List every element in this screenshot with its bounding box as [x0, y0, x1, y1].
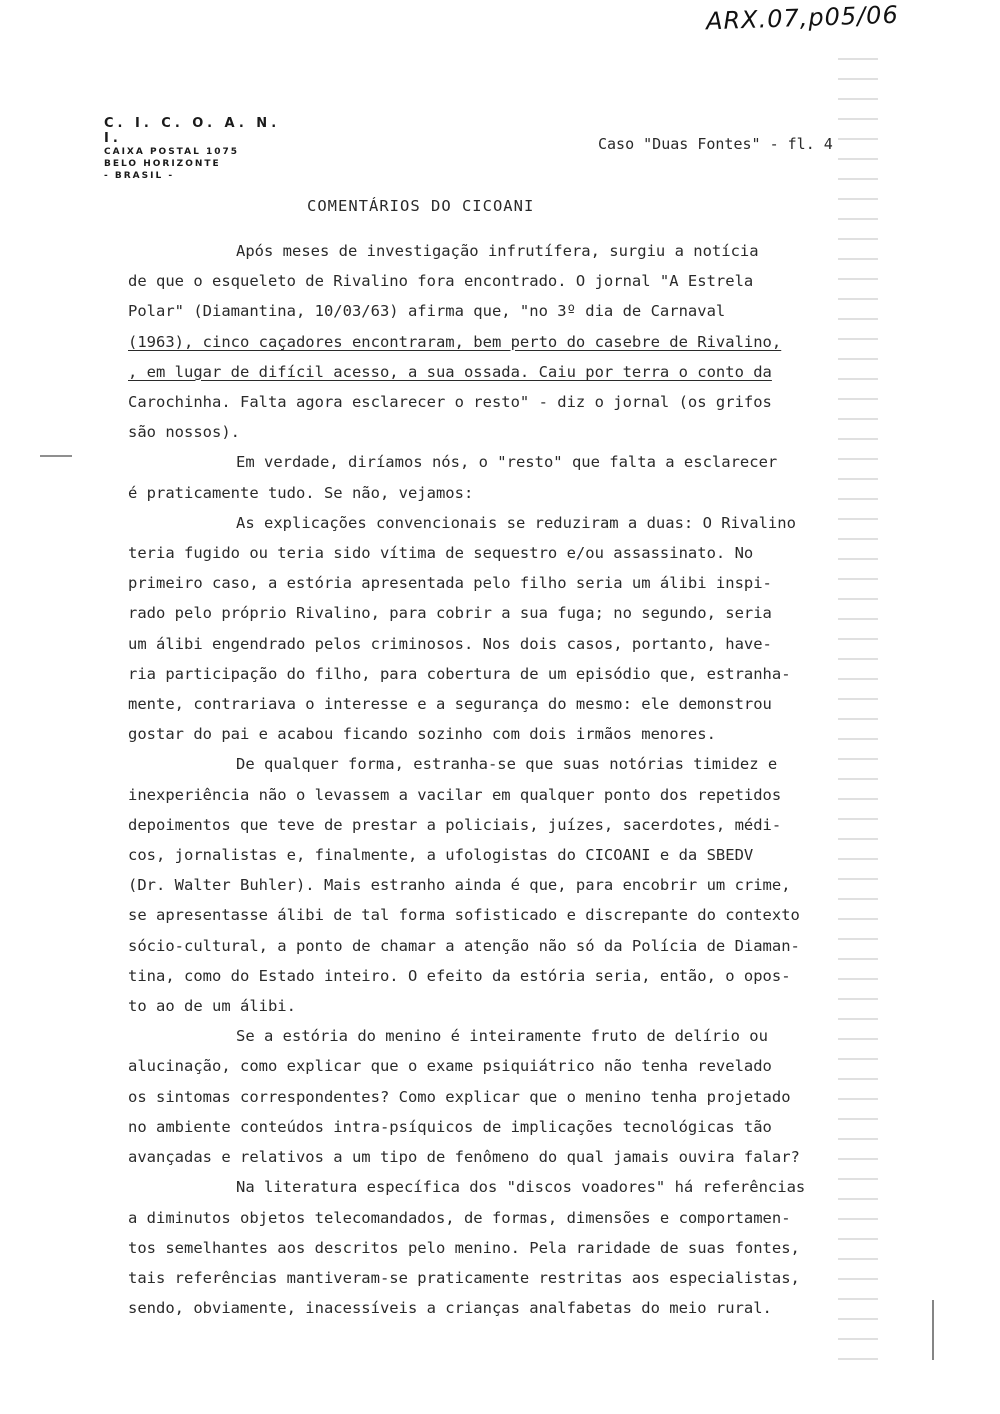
text-line: um álibi engendrado pelos criminosos. Nos dois casos, portanto, have- — [128, 634, 772, 653]
text-line: no ambiente conteúdos intra-psíquicos de implicações tecnológicas tão — [128, 1117, 772, 1136]
text-line: tais referências mantiveram-se praticamente restritas aos especialistas, — [128, 1268, 800, 1287]
organization-address-line-1: CAIXA POSTAL 1075 — [104, 147, 240, 157]
scan-margin-noise — [838, 40, 878, 1360]
text-line: Polar" (Diamantina, 10/03/63) afirma que, "no 3º dia de Carnaval — [128, 302, 726, 321]
organization-address-line-3: - BRASIL - — [104, 171, 175, 181]
case-reference: Caso "Duas Fontes" - fl. 4 — [598, 135, 833, 153]
paragraph-4 — [128, 749, 888, 1021]
text-line: ria participação do filho, para cobertura de um episódio que, estranha- — [128, 664, 791, 683]
text-line: Após meses de investigação infrutífera, surgiu a notícia — [236, 242, 759, 260]
text-line: sendo, obviamente, inacessíveis a crianças analfabetas do meio rural. — [128, 1299, 772, 1318]
paragraph-5 — [128, 1021, 888, 1172]
text-line: sócio-cultural, a ponto de chamar a atenção não só da Polícia de Diaman- — [128, 936, 800, 955]
text-line: se apresentasse álibi de tal forma sofisticado e discrepante do contexto — [128, 906, 800, 925]
paragraph-3 — [128, 508, 888, 750]
text-line: de que o esqueleto de Rivalino fora encontrado. O jornal "A Estrela — [128, 272, 754, 291]
text-line-underlined: , em lugar de difícil acesso, a sua ossada. Caiu por terra o conto da — [128, 362, 772, 381]
text-line: Carochinha. Falta agora esclarecer o resto" - diz o jornal (os grifos — [128, 393, 772, 412]
text-line: De qualquer forma, estranha-se que suas notórias timidez e — [236, 755, 778, 774]
text-line: é praticamente tudo. Se não, vejamos: — [128, 483, 474, 502]
text-line: Em verdade, diríamos nós, o "resto" que falta a esclarecer — [236, 453, 778, 472]
text-line: depoimentos que teve de prestar a policiais, juízes, sacerdotes, médi- — [128, 815, 782, 834]
text-line: os sintomas correspondentes? Como explicar que o menino tenha projetado — [128, 1087, 791, 1106]
text-line: Na literatura específica dos "discos voadores" há referências — [236, 1178, 806, 1197]
text-line: teria fugido ou teria sido vítima de sequestro e/ou assassinato. No — [128, 544, 754, 563]
paragraph-2 — [128, 447, 888, 507]
text-line: gostar do pai e acabou ficando sozinho com dois irmãos menores. — [128, 725, 716, 744]
paragraph-1 — [128, 236, 888, 447]
text-line-underlined: (1963), cinco caçadores encontraram, bem perto do casebre de Rivalino, — [128, 332, 782, 351]
text-line: cos, jornalistas e, finalmente, a ufologistas do CICOANI e da SBEDV — [128, 846, 754, 865]
scan-left-mark — [40, 455, 72, 457]
paragraph-6 — [128, 1172, 888, 1323]
archive-reference-handwritten: ARX.07,p05/06 — [705, 0, 900, 36]
text-line: As explicações convencionais se reduziram a duas: O Rivalino — [236, 513, 796, 532]
organization-letterhead — [104, 116, 294, 182]
text-line: tos semelhantes aos descritos pelo menino. Pela raridade de suas fontes, — [128, 1238, 800, 1257]
text-line: são nossos). — [128, 423, 240, 442]
text-line: to ao de um álibi. — [128, 997, 296, 1016]
document-body — [128, 236, 888, 1323]
text-line: avançadas e relativos a um tipo de fenômeno do qual jamais ouvira falar? — [128, 1148, 800, 1167]
scan-edge-mark — [932, 1300, 934, 1360]
text-line: tina, como do Estado inteiro. O efeito da estória seria, então, o opos- — [128, 966, 791, 985]
text-line: alucinação, como explicar que o exame psiquiátrico não tenha revelado — [128, 1057, 772, 1076]
text-line: a diminutos objetos telecomandados, de formas, dimensões e comportamen- — [128, 1208, 791, 1227]
organization-address-line-2: BELO HORIZONTE — [104, 159, 221, 169]
text-line: mente, contrariava o interesse e a segurança do mesmo: ele demonstrou — [128, 695, 772, 714]
text-line: (Dr. Walter Buhler). Mais estranho ainda é que, para encobrir um crime, — [128, 876, 791, 895]
organization-name: C. I. C. O. A. N. I. — [104, 116, 281, 146]
text-line: inexperiência não o levassem a vacilar em qualquer ponto dos repetidos — [128, 785, 782, 804]
text-line: Se a estória do menino é inteiramente fruto de delírio ou — [236, 1027, 768, 1046]
document-title: COMENTÁRIOS DO CICOANI — [307, 197, 535, 215]
text-line: primeiro caso, a estória apresentada pelo filho seria um álibi inspi- — [128, 574, 772, 593]
text-line: rado pelo próprio Rivalino, para cobrir a sua fuga; no segundo, seria — [128, 604, 772, 623]
